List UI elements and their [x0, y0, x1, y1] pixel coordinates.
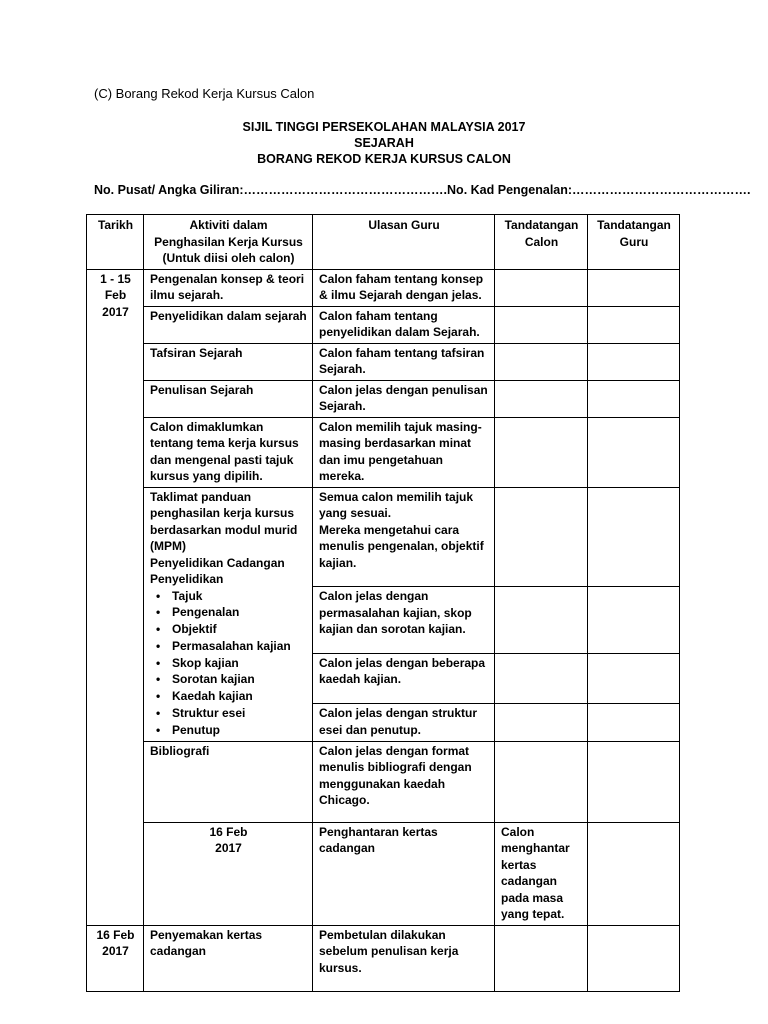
review-cell: Calon jelas dengan permasalahan kajian, skop kajian dan sorotan kajian. — [313, 587, 495, 654]
review-cell — [313, 487, 495, 587]
table-row — [87, 269, 680, 306]
header-candidate-signature-line2: Calon — [524, 234, 559, 249]
activity-cell: Tafsiran Sejarah — [144, 343, 313, 380]
review-text: Mereka mengetahui cara menulis pengenalan, objektif kajian. — [319, 522, 484, 570]
header-date: Tarikh — [87, 215, 144, 270]
date-line1: 16 Feb — [96, 927, 135, 942]
table-header-row — [87, 215, 680, 270]
activity-cell: Bibliografi — [144, 741, 313, 822]
proposal-topics-list — [150, 588, 307, 739]
review-cell: Calon menghantar kertas cadangan pada masa yang tepat. — [495, 822, 588, 925]
header-candidate-signature — [495, 215, 588, 270]
review-cell: Calon memilih tajuk masing-masing berdasarkan minat dan imu pengetahuan mereka. — [313, 417, 495, 487]
teacher-signature-cell[interactable] — [588, 269, 680, 306]
header-activity — [144, 215, 313, 270]
teacher-signature-cell[interactable] — [588, 417, 680, 487]
header-teacher-signature-line1: Tandatangan — [597, 218, 671, 232]
date-cell — [87, 269, 144, 925]
subject-title: SEJARAH — [354, 136, 414, 150]
review-cell: Pembetulan dilakukan sebelum penulisan kerja kursus. — [313, 925, 495, 991]
date-cell — [144, 822, 313, 925]
table-row — [87, 925, 680, 991]
candidate-identification-line: No. Pusat/ Angka Giliran:………………………………………….No. Kad Pengenalan:……………………………………. — [94, 183, 751, 197]
list-item: • Penutup — [172, 722, 307, 739]
review-cell: Calon faham tentang penyelidikan dalam Sejarah. — [313, 306, 495, 343]
date-line2: 2017 — [102, 944, 129, 959]
candidate-signature-cell[interactable] — [495, 704, 588, 741]
proposal-text: Penyelidikan Cadangan Penyelidikan — [150, 555, 285, 586]
review-cell: Calon jelas dengan struktur esei dan penutup. — [313, 704, 495, 741]
table-row — [87, 417, 680, 487]
review-cell: Calon jelas dengan beberapa kaedah kajian. — [313, 653, 495, 703]
teacher-signature-cell[interactable] — [588, 653, 680, 703]
activity-cell: Pengenalan konsep & teori ilmu sejarah. — [144, 269, 313, 306]
table-row — [87, 343, 680, 380]
candidate-signature-cell[interactable] — [495, 380, 588, 417]
briefing-activity-cell — [144, 487, 313, 741]
candidate-signature-cell[interactable] — [495, 417, 588, 487]
table-row — [87, 741, 680, 822]
header-teacher-signature-line2: Guru — [619, 234, 649, 249]
activity-cell: Penulisan Sejarah — [144, 380, 313, 417]
date-line3: 2017 — [102, 304, 129, 319]
teacher-signature-cell[interactable] — [588, 380, 680, 417]
candidate-signature-cell[interactable] — [495, 487, 588, 587]
activity-cell: Calon dimaklumkan tentang tema kerja kursus dan mengenal pasti tajuk kursus yang dipilih. — [144, 417, 313, 487]
candidate-signature-cell[interactable] — [495, 587, 588, 654]
teacher-signature-cell[interactable] — [588, 741, 680, 822]
date-line1: 16 Feb — [209, 824, 248, 839]
coursework-record-table — [86, 214, 680, 992]
list-item: • Permasalahan kajian — [172, 638, 307, 655]
table-row — [87, 306, 680, 343]
candidate-signature-cell[interactable] — [588, 822, 680, 925]
list-item: • Tajuk — [172, 588, 307, 605]
list-item: • Sorotan kajian — [172, 671, 307, 688]
list-item: • Skop kajian — [172, 655, 307, 672]
review-cell: Calon jelas dengan format menulis bibliografi dengan menggunakan kaedah Chicago. — [313, 741, 495, 822]
review-cell: Calon faham tentang konsep & ilmu Sejarah dengan jelas. — [313, 269, 495, 306]
header-activity-line3: (Untuk diisi oleh calon) — [162, 251, 295, 265]
activity-cell: Penyelidikan dalam sejarah — [144, 306, 313, 343]
teacher-signature-cell[interactable] — [588, 925, 680, 991]
date-line1: 1 - 15 — [100, 271, 131, 286]
candidate-signature-cell[interactable] — [495, 306, 588, 343]
teacher-signature-cell[interactable] — [588, 343, 680, 380]
header-candidate-signature-line1: Tandatangan — [504, 218, 579, 232]
date-line2: 2017 — [215, 841, 242, 856]
review-text: Semua calon memilih tajuk yang sesuai. — [319, 489, 474, 520]
header-activity-line1: Aktiviti dalam — [189, 218, 268, 232]
table-row — [87, 822, 680, 925]
candidate-signature-cell[interactable] — [495, 653, 588, 703]
activity-cell: Penyemakan kertas cadangan — [144, 925, 313, 991]
date-cell — [87, 925, 144, 991]
teacher-signature-cell[interactable] — [588, 704, 680, 741]
header-activity-line2: Penghasilan Kerja Kursus — [154, 234, 303, 249]
candidate-signature-cell[interactable] — [495, 269, 588, 306]
teacher-signature-cell[interactable] — [588, 587, 680, 654]
review-cell: Calon faham tentang tafsiran Sejarah. — [313, 343, 495, 380]
list-item: • Kaedah kajian — [172, 688, 307, 705]
briefing-text: Taklimat panduan penghasilan kerja kursus berdasarkan modul murid (MPM) — [150, 489, 298, 553]
table-row — [87, 487, 680, 587]
table-row — [87, 380, 680, 417]
exam-title: SIJIL TINGGI PERSEKOLAHAN MALAYSIA 2017 — [242, 120, 526, 134]
header-teacher-review: Ulasan Guru — [313, 215, 495, 270]
candidate-signature-cell[interactable] — [495, 925, 588, 991]
candidate-signature-cell[interactable] — [495, 741, 588, 822]
list-item: • Struktur esei — [172, 705, 307, 722]
list-item: • Pengenalan — [172, 604, 307, 621]
teacher-signature-cell[interactable] — [588, 306, 680, 343]
teacher-signature-cell[interactable] — [588, 487, 680, 587]
activity-cell: Penghantaran kertas cadangan — [313, 822, 495, 925]
header-teacher-signature — [588, 215, 680, 270]
list-item: • Objektif — [172, 621, 307, 638]
review-cell: Calon jelas dengan penulisan Sejarah. — [313, 380, 495, 417]
form-title: BORANG REKOD KERJA KURSUS CALON — [257, 152, 511, 166]
document-label: (C) Borang Rekod Kerja Kursus Calon — [94, 86, 315, 101]
candidate-signature-cell[interactable] — [495, 343, 588, 380]
date-line2: Feb — [104, 288, 127, 302]
